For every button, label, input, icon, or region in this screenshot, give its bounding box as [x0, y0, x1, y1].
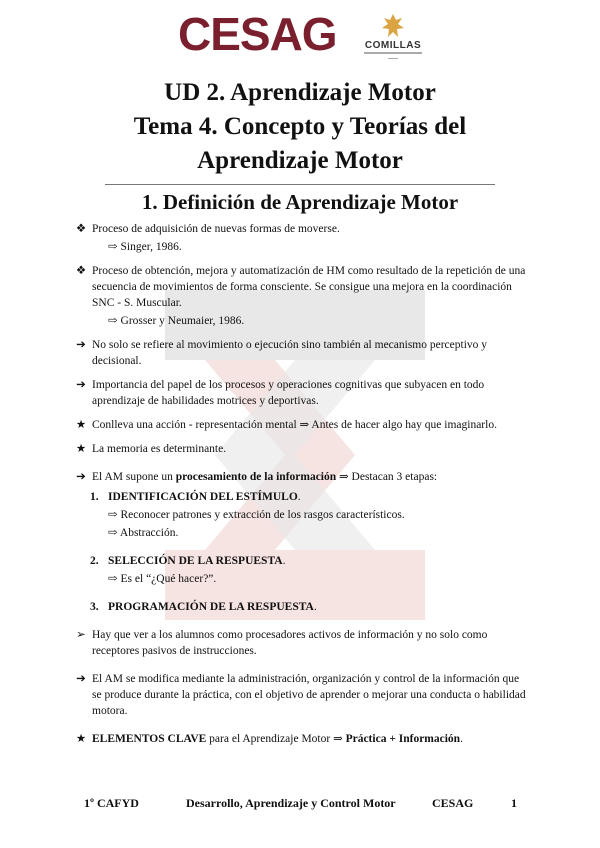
- page-number: 1: [511, 796, 517, 810]
- page-header: [0, 10, 600, 65]
- star-bullet-icon: ★: [75, 443, 87, 455]
- comillas-wordmark: COMILLAS: [364, 40, 422, 51]
- stage-detail: [74, 525, 530, 541]
- list-item: [74, 627, 530, 659]
- list-item: [74, 469, 530, 485]
- list-item: [74, 221, 530, 237]
- list-item: [74, 441, 530, 457]
- item-text-bold: ELEMENTOS CLAVE: [92, 733, 207, 745]
- title-block: [0, 76, 600, 178]
- item-text: Importancia del papel de los procesos y operaciones cognitivas que subyacen en todo aprendizaje de habilidades motrices y deportivas.: [92, 379, 485, 407]
- footer-course: 1º CAFYD: [84, 796, 139, 810]
- comillas-logo: [358, 12, 428, 64]
- section-heading: 1. Definición de Aprendizaje Motor: [141, 190, 459, 214]
- list-item: [74, 263, 530, 311]
- item-text: Conlleva una acción - representación mental ⇒ Antes de hacer algo hay que imaginarlo.: [92, 419, 497, 431]
- item-text: La memoria es determinante.: [92, 443, 227, 455]
- reference-text: Grosser y Neumaier, 1986.: [120, 315, 245, 327]
- topic-title-line-2: Aprendizaje Motor: [197, 147, 403, 174]
- list-item: [74, 377, 530, 409]
- stage-period: .: [313, 601, 317, 613]
- item-text-end: .: [460, 733, 463, 745]
- item-text: Proceso de adquisición de nuevas formas de moverse.: [92, 223, 340, 235]
- item-text: Proceso de obtención, mejora y automatización de HM como resultado de la repetición de una secuencia de movimientos de forma consciente. Se consigue una mejora en la coordinación SNC - S. Muscular.: [92, 265, 526, 309]
- stage-title: IDENTIFICACIÓN DEL ESTÍMULO: [108, 491, 298, 503]
- stage-number: 3.: [90, 601, 99, 613]
- stage-detail: [74, 571, 530, 587]
- list-item: [74, 417, 530, 433]
- star-bullet-icon: ★: [75, 733, 87, 745]
- stage-period: .: [282, 555, 286, 567]
- stage-title: PROGRAMACIÓN DE LA RESPUESTA: [108, 601, 314, 613]
- stage-number: 1.: [90, 491, 99, 503]
- reference: [74, 239, 530, 255]
- list-item: [74, 337, 530, 369]
- comillas-subtitle-mark: [388, 58, 398, 59]
- item-text: El AM se modifica mediante la administración, organización y control de la información que se produce durante la práctica, con el objetivo de aprender o mejorar una conducta o habilidad motora.: [92, 673, 526, 717]
- ref-arrow-icon: ⇨: [108, 527, 118, 539]
- arrow-bullet-icon: ➔: [76, 339, 86, 351]
- ref-arrow-icon: ⇨: [108, 241, 118, 253]
- stage-period: .: [297, 491, 301, 503]
- comillas-subtitle-line: [364, 52, 422, 54]
- stage-item: [74, 599, 530, 615]
- stage-item: [74, 553, 530, 569]
- item-text: No solo se refiere al movimiento o ejecución sino también al mecanismo perceptivo y decisional.: [92, 339, 488, 367]
- crest-icon: [379, 12, 407, 40]
- stage-detail: [74, 507, 530, 523]
- reference: [74, 313, 530, 329]
- arrow-bullet-icon: ➔: [76, 379, 86, 391]
- diamond-bullet-icon: ❖: [75, 223, 87, 235]
- footer-institution: CESAG: [432, 796, 474, 810]
- ref-arrow-icon: ⇨: [108, 509, 118, 521]
- stage-number: 2.: [90, 555, 99, 567]
- triangle-bullet-icon: ➢: [76, 629, 86, 641]
- stage-detail-text: Abstracción.: [119, 527, 179, 539]
- ref-arrow-icon: ⇨: [108, 315, 118, 327]
- topic-title-line-1: Tema 4. Concepto y Teorías del: [133, 113, 467, 140]
- footer-subject: Desarrollo, Aprendizaje y Control Motor: [186, 796, 396, 810]
- list-item: [74, 671, 530, 719]
- ref-arrow-icon: ⇨: [108, 573, 118, 585]
- reference-text: Singer, 1986.: [120, 241, 182, 253]
- stage-title: SELECCIÓN DE LA RESPUESTA: [108, 555, 283, 567]
- item-text-mid: para el Aprendizaje Motor ⇒: [206, 733, 346, 745]
- diamond-bullet-icon: ❖: [75, 265, 87, 277]
- arrow-bullet-icon: ➔: [76, 471, 86, 483]
- section-content: [74, 221, 530, 747]
- item-text-bold: procesamiento de la información: [175, 471, 337, 483]
- list-item: [74, 731, 530, 747]
- item-text: Hay que ver a los alumnos como procesadores activos de información y no solo como receptores pasivos de instrucciones.: [92, 629, 488, 657]
- item-text-pre: El AM supone un: [92, 471, 176, 483]
- stage-detail-text: Es el “¿Qué hacer?”.: [120, 573, 217, 585]
- unit-title: UD 2. Aprendizaje Motor: [164, 79, 436, 106]
- item-text-bold-2: Práctica + Información: [345, 733, 461, 745]
- stage-item: [74, 489, 530, 505]
- cesag-logo: CESAG: [178, 8, 337, 60]
- star-bullet-icon: ★: [75, 419, 87, 431]
- stage-detail-text: Reconocer patrones y extracción de los rasgos característicos.: [120, 509, 405, 521]
- item-text-post: ⇒ Destacan 3 etapas:: [336, 471, 438, 483]
- divider: [105, 184, 495, 185]
- arrow-bullet-icon: ➔: [76, 673, 86, 685]
